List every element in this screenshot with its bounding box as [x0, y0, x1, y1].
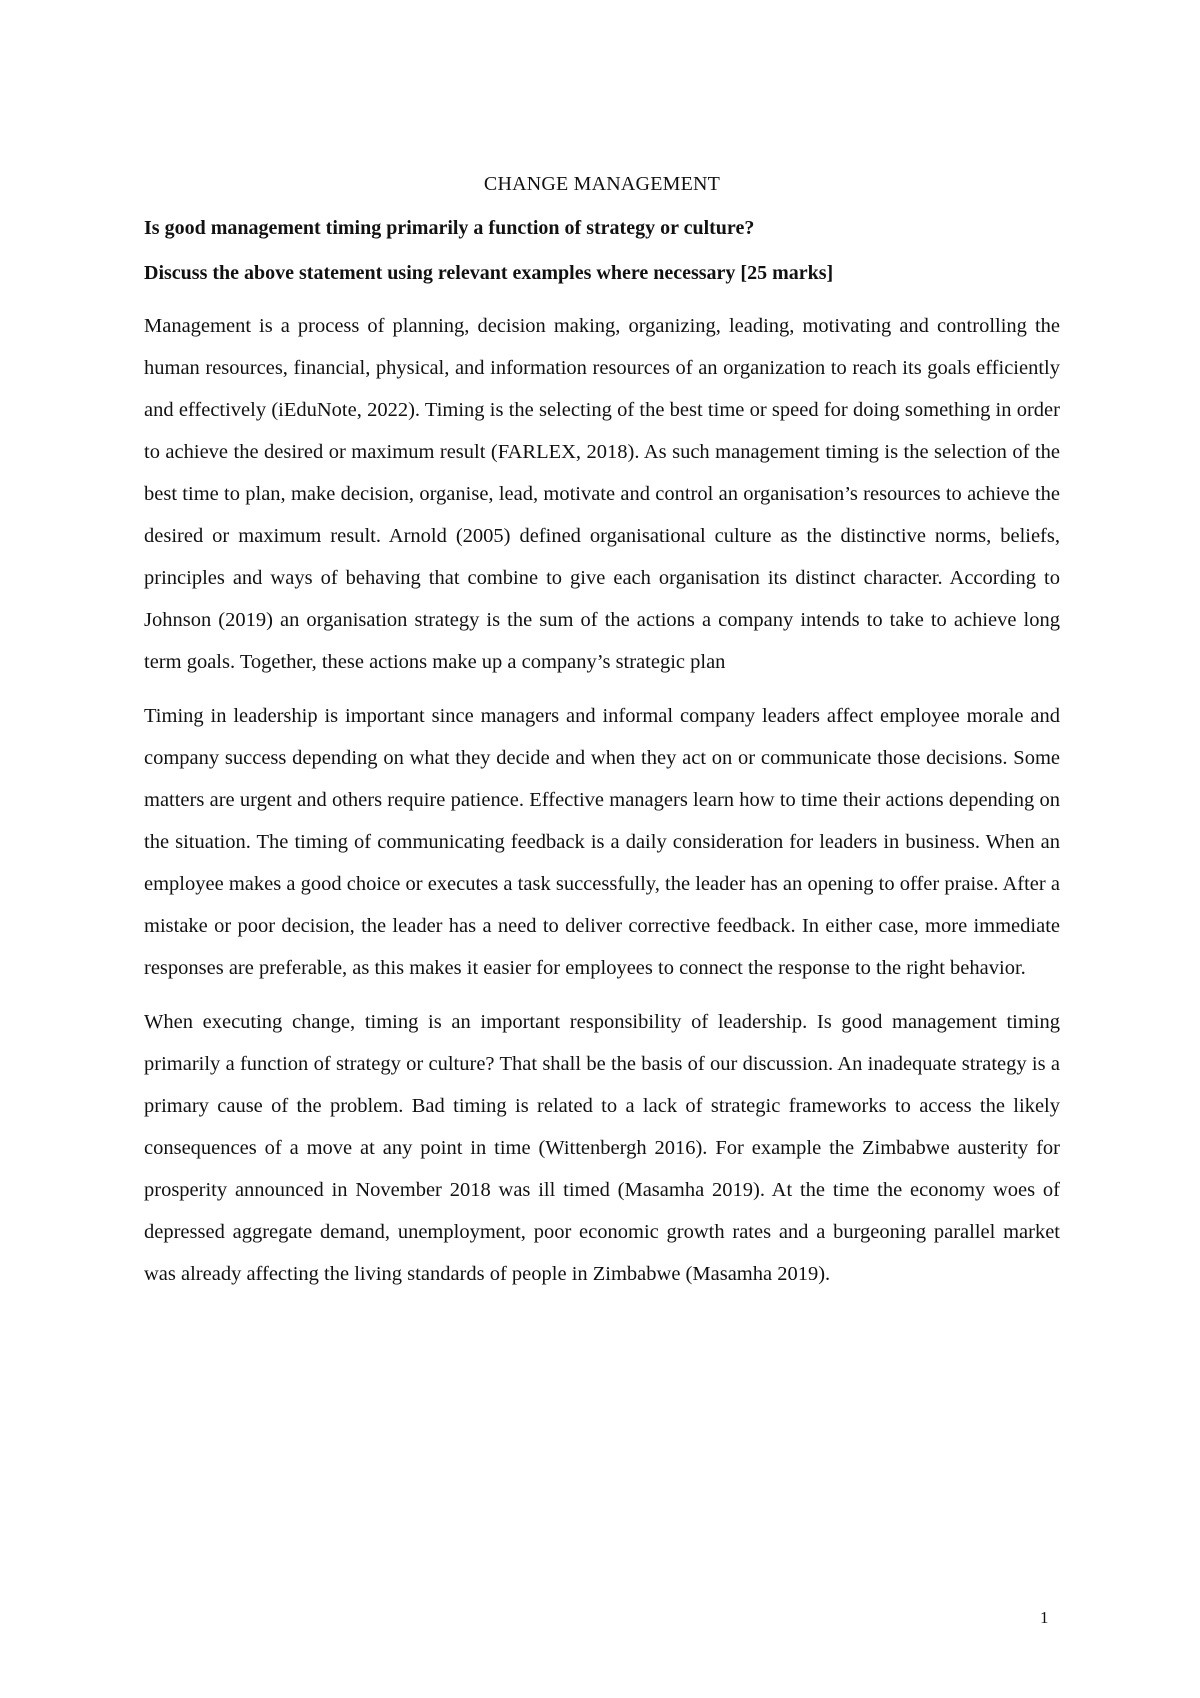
document-body [144, 170, 1060, 1307]
page-number: 1 [1040, 1608, 1049, 1627]
essay-question: Is good management timing primarily a function of strategy or culture? [144, 217, 755, 239]
paragraph-definitions: Management is a process of planning, decision making, organizing, leading, motivating and controlling the human resources, financial, physical, and information resources of an organization to reach its goals efficiently and effectively (iEduNote, 2022). Timing is the selecting of the best time or speed for doing something in order to achieve the desired or maximum result (FARLEX, 2018). As such management timing is the selection of the best time to plan, make decision, organise, lead, motivate and control an organisation’s resources to achieve the desired or maximum result. Arnold (2005) defined organisational culture as the distinctive norms, beliefs, principles and ways of behaving that combine to give each organisation its distinct character. According to Johnson (2019) an organisation strategy is the sum of the actions a company intends to take to achieve long term goals. Together, these actions make up a company’s strategic plan [144, 315, 1060, 673]
paragraph-timing-in-leadership: Timing in leadership is important since managers and informal company leaders affect employee morale and company success depending on what they decide and when they act on or communicate those decisions. Some matters are urgent and others require patience. Effective managers learn how to time their actions depending on the situation. The timing of communicating feedback is a daily consideration for leaders in business. When an employee makes a good choice or executes a task successfully, the leader has an opening to offer praise. After a mistake or poor decision, the leader has a need to deliver corrective feedback. In either case, more immediate responses are preferable, as this makes it easier for employees to connect the response to the right behavior. [144, 705, 1060, 979]
essay-instruction: Discuss the above statement using relevant examples where necessary [25 marks] [144, 262, 834, 284]
paragraph-executing-change: When executing change, timing is an important responsibility of leadership. Is good management timing primarily a function of strategy or culture? That shall be the basis of our discussion. An inadequate strategy is a primary cause of the problem. Bad timing is related to a lack of strategic frameworks to access the likely consequences of a move at any point in time (Wittenbergh 2016). For example the Zimbabwe austerity for prosperity announced in November 2018 was ill timed (Masamha 2019). At the time the economy woes of depressed aggregate demand, unemployment, poor economic growth rates and a burgeoning parallel market was already affecting the living standards of people in Zimbabwe (Masamha 2019). [144, 1011, 1060, 1285]
document-title: CHANGE MANAGEMENT [483, 173, 721, 195]
